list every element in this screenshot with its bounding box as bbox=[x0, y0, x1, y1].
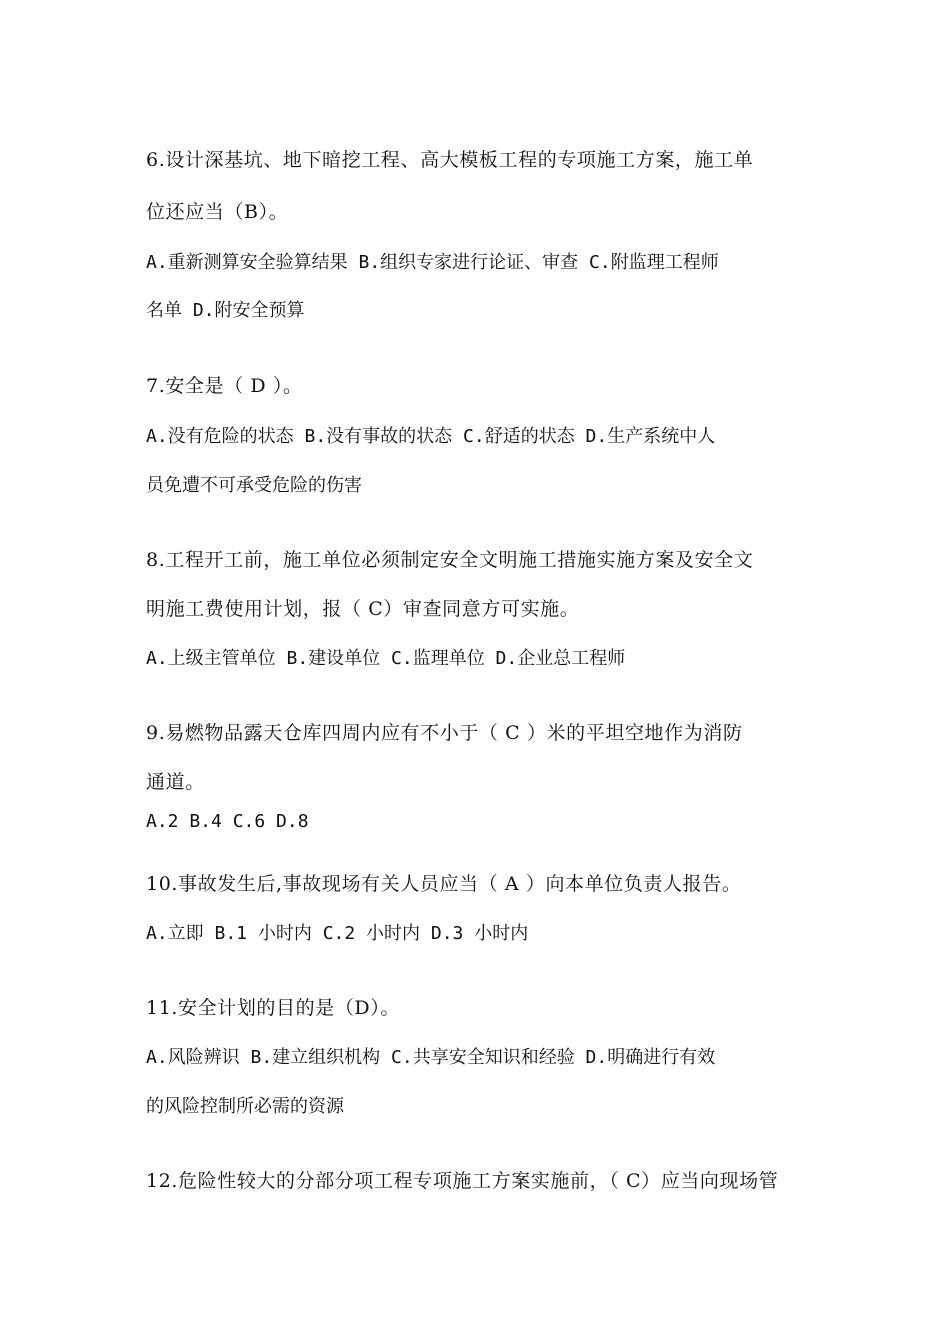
question-7-text-line-1: 7.安全是（ D ）。 bbox=[146, 375, 303, 397]
question-11-options-line-1: A.风险辨识 B.建立组织机构 C.共享安全知识和经验 D.明确进行有效 bbox=[146, 1047, 716, 1068]
question-6-options-line-1: A.重新测算安全验算结果 B.组织专家进行论证、审查 C.附监理工程师 bbox=[146, 252, 719, 273]
question-10-text-line-1: 10.事故发生后,事故现场有关人员应当（ A ）向本单位负责人报告。 bbox=[146, 873, 742, 895]
question-8-options-line-1: A.上级主管单位 B.建设单位 C.监理单位 D.企业总工程师 bbox=[146, 648, 626, 669]
question-9-text-line-2: 通道。 bbox=[146, 771, 205, 793]
question-6-options-line-2: 名单 D.附安全预算 bbox=[146, 300, 305, 321]
question-11-options-line-2: 的风险控制所必需的资源 bbox=[146, 1096, 344, 1117]
question-8-text-line-2: 明施工费使用计划，报（ C）审查同意方可实施。 bbox=[146, 598, 580, 620]
question-7-options-line-1: A.没有危险的状态 B.没有事故的状态 C.舒适的状态 D.生产系统中人 bbox=[146, 426, 716, 447]
question-11-text-line-1: 11.安全计划的目的是（D）。 bbox=[146, 997, 400, 1019]
question-12-text-line-1: 12.危险性较大的分部分项工程专项施工方案实施前，（ C）应当向现场管 bbox=[146, 1170, 779, 1192]
question-9-options-line-1: A.2 B.4 C.6 D.8 bbox=[146, 811, 309, 832]
question-6-text-line-1: 6.设计深基坑、地下暗挖工程、高大模板工程的专项施工方案，施工单 bbox=[146, 149, 754, 171]
question-10-options-line-1: A.立即 B.1 小时内 C.2 小时内 D.3 小时内 bbox=[146, 923, 529, 944]
question-9-text-line-1: 9.易燃物品露天仓库四周内应有不小于（ C ）米的平坦空地作为消防 bbox=[146, 722, 743, 744]
question-8-text-line-1: 8.工程开工前，施工单位必须制定安全文明施工措施实施方案及安全文 bbox=[146, 549, 754, 571]
question-7-options-line-2: 员免遭不可承受危险的伤害 bbox=[146, 475, 362, 496]
question-6-text-line-2: 位还应当（B）。 bbox=[146, 201, 289, 223]
